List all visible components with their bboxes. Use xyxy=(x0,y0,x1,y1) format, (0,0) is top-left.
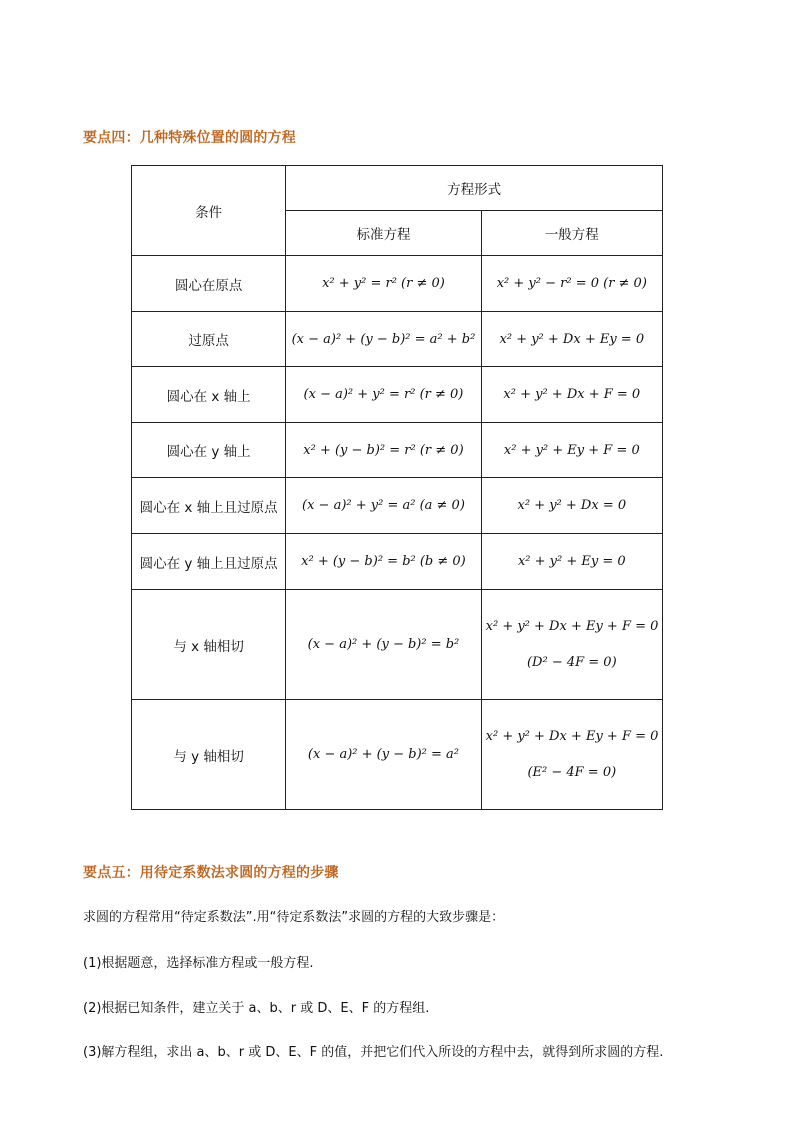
condition-cell: 圆心在 x 轴上且过原点 xyxy=(132,478,286,534)
condition-cell: 圆心在 y 轴上且过原点 xyxy=(132,534,286,590)
condition-cell: 圆心在 x 轴上 xyxy=(132,367,286,423)
table-row xyxy=(132,478,663,534)
standard-equation-cell: (x − a)² + (y − b)² = a² + b² xyxy=(286,312,481,367)
general-equation-cell: x² + y² + Ey = 0 xyxy=(481,534,662,590)
general-equation: x² + y² + Dx + Ey + F = 0 xyxy=(485,618,659,634)
standard-equation-cell: x² + y² = r² (r ≠ 0) xyxy=(286,256,481,312)
standard-equation-cell: x² + (y − b)² = r² (r ≠ 0) xyxy=(286,423,481,478)
general-equation-cell: x² + y² + Dx + F = 0 xyxy=(481,367,662,423)
table-row xyxy=(132,367,663,423)
general-equation-cell: x² + y² − r² = 0 (r ≠ 0) xyxy=(481,256,662,312)
header-standard-equation: 标准方程 xyxy=(286,211,481,256)
general-equation: x² + y² + Dx + Ey + F = 0 xyxy=(485,728,659,744)
step-1: (1)根据题意，选择标准方程或一般方程. xyxy=(83,956,314,971)
step-3: (3)解方程组，求出 a、b、r 或 D、E、F 的值，并把它们代入所设的方程中去，就得到所求圆的方程. xyxy=(83,1045,664,1060)
general-equation-condition: (E² − 4F = 0) xyxy=(527,764,617,780)
standard-equation-cell: x² + (y − b)² = b² (b ≠ 0) xyxy=(286,534,481,590)
general-equation-cell: x² + y² + Dx = 0 xyxy=(481,478,662,534)
standard-equation-cell: (x − a)² + y² = a² (a ≠ 0) xyxy=(286,478,481,534)
table-row xyxy=(132,423,663,478)
section-4-heading: 要点四：几种特殊位置的圆的方程 xyxy=(83,130,296,146)
table-row xyxy=(132,700,663,810)
section-5-heading: 要点五：用待定系数法求圆的方程的步骤 xyxy=(83,865,339,881)
table-row xyxy=(132,256,663,312)
header-condition: 条件 xyxy=(132,166,286,256)
general-equation-cell xyxy=(481,700,662,810)
general-equation-cell: x² + y² + Dx + Ey = 0 xyxy=(481,312,662,367)
condition-cell: 圆心在原点 xyxy=(132,256,286,312)
condition-cell: 圆心在 y 轴上 xyxy=(132,423,286,478)
intro-paragraph: 求圆的方程常用“待定系数法”.用“待定系数法”求圆的方程的大致步骤是： xyxy=(83,910,505,925)
general-equation-condition: (D² − 4F = 0) xyxy=(526,654,617,670)
step-2: (2)根据已知条件，建立关于 a、b、r 或 D、E、F 的方程组. xyxy=(83,1001,430,1016)
condition-cell: 与 y 轴相切 xyxy=(132,700,286,810)
standard-equation-cell: (x − a)² + y² = r² (r ≠ 0) xyxy=(286,367,481,423)
header-equation-form: 方程形式 xyxy=(286,166,663,211)
general-equation-cell: x² + y² + Ey + F = 0 xyxy=(481,423,662,478)
condition-cell: 过原点 xyxy=(132,312,286,367)
standard-equation-cell: (x − a)² + (y − b)² = a² xyxy=(286,700,481,810)
condition-cell: 与 x 轴相切 xyxy=(132,590,286,700)
table-row xyxy=(132,534,663,590)
table-row xyxy=(132,590,663,700)
circle-equation-table xyxy=(131,165,663,810)
header-general-equation: 一般方程 xyxy=(481,211,662,256)
general-equation-cell xyxy=(481,590,662,700)
table-row xyxy=(132,312,663,367)
standard-equation-cell: (x − a)² + (y − b)² = b² xyxy=(286,590,481,700)
